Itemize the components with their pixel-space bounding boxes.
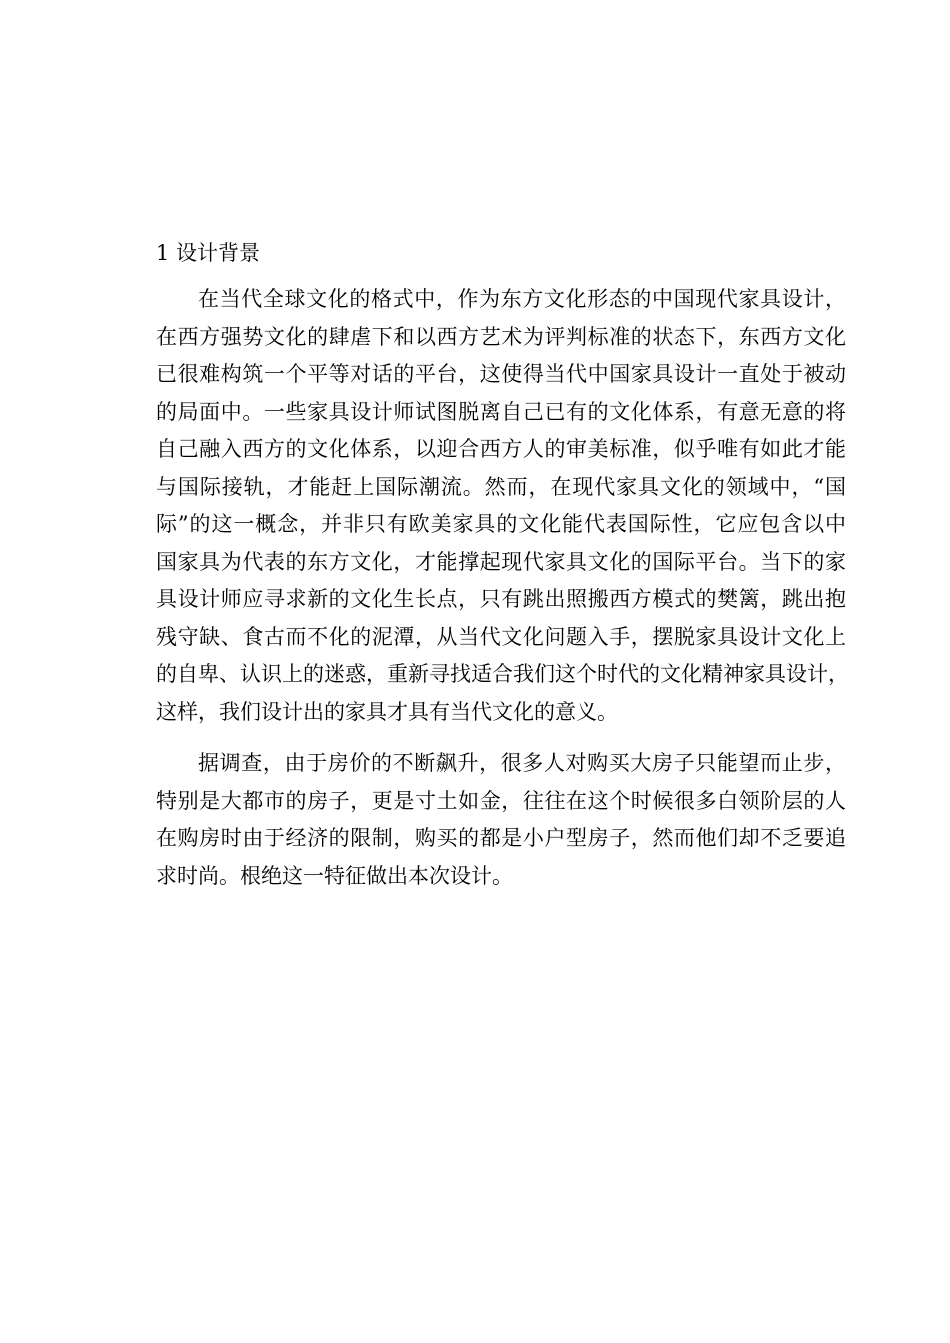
paragraph-1-line: 际”的这一概念，并非只有欧美家具的文化能代表国际性，它应包含以中 <box>156 512 846 536</box>
paragraph-2-line: 特别是大都市的房子，更是寸土如金，往往在这个时候很多白领阶层的人 <box>156 788 846 813</box>
paragraph-1-line: 与国际接轨，才能赶上国际潮流。然而，在现代家具文化的领域中，“国 <box>156 474 846 499</box>
paragraph-1-line: 已很难构筑一个平等对话的平台，这使得当代中国家具设计一直处于被动 <box>156 362 846 386</box>
paragraph-1-line: 残守缺、食古而不化的泥潭，从当代文化问题入手，摆脱家具设计文化上 <box>156 624 846 649</box>
paragraph-1-line: 具设计师应寻求新的文化生长点，只有跳出照搬西方模式的樊篱，跳出抱 <box>156 587 846 611</box>
paragraph-1-line: 的自卑、认识上的迷惑，重新寻找适合我们这个时代的文化精神家具设计， <box>156 662 849 686</box>
paragraph-1-line: 这样，我们设计出的家具才具有当代文化的意义。 <box>156 699 618 724</box>
paragraph-2-line: 求时尚。根绝这一特征做出本次设计。 <box>156 863 513 888</box>
body-text <box>156 281 849 895</box>
paragraph-1-line: 国家具为代表的东方文化，才能撑起现代家具文化的国际平台。当下的家 <box>156 549 846 574</box>
paragraph-2-line: 据调查，由于房价的不断飙升，很多人对购买大房子只能望而止步， <box>198 751 846 775</box>
paragraph-1 <box>156 281 849 731</box>
paragraph-2-line: 在购房时由于经济的限制，购买的都是小户型房子，然而他们却不乏要追 <box>156 826 846 850</box>
paragraph-1-line: 在西方强势文化的肆虐下和以西方艺术为评判标准的状态下，东西方文化 <box>156 324 846 349</box>
paragraph-gap <box>156 731 846 745</box>
paragraph-1-line: 自己融入西方的文化体系，以迎合西方人的审美标准，似乎唯有如此才能 <box>156 437 846 461</box>
section-heading: 1 设计背景 <box>156 241 261 265</box>
paragraph-1-line: 的局面中。一些家具设计师试图脱离自己已有的文化体系，有意无意的将 <box>156 399 846 424</box>
paragraph-2 <box>156 745 846 895</box>
paragraph-1-line: 在当代全球文化的格式中，作为东方文化形态的中国现代家具设计， <box>198 287 846 311</box>
